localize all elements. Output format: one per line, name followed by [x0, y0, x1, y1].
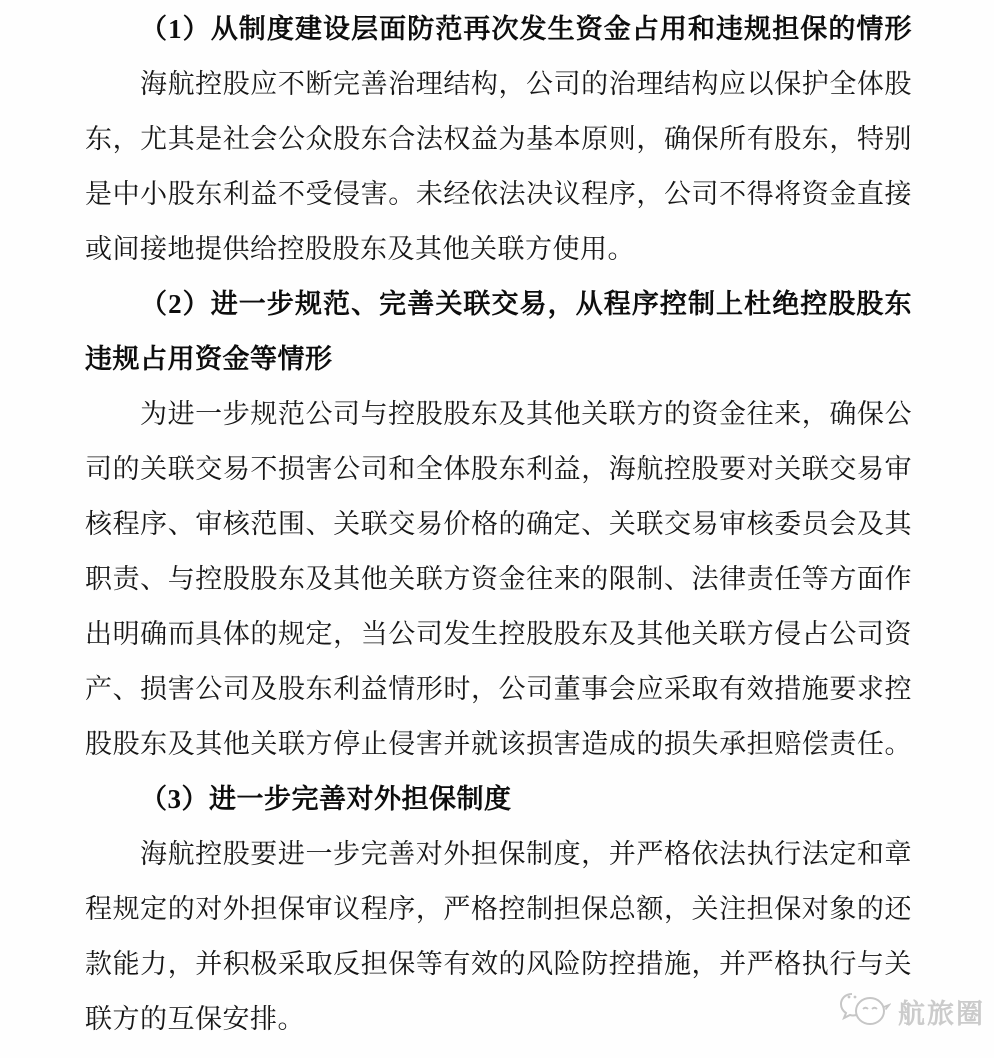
body-line: 或间接地提供给控股股东及其他关联方使用。 [85, 234, 635, 264]
body-line: 海航控股要进一步完善对外担保制度，并严格依法执行法定和章 [140, 839, 912, 869]
heading-line: （3）进一步完善对外担保制度 [140, 784, 512, 814]
document-body [85, 2, 912, 1047]
body-line: 出明确而具体的规定，当公司发生控股股东及其他关联方侵占公司资 [85, 619, 912, 649]
body-line: 产、损害公司及股东利益情形时，公司董事会应采取有效措施要求控 [85, 674, 912, 704]
watermark-text: 航旅圈 [898, 999, 985, 1029]
body-line: 为进一步规范公司与控股股东及其他关联方的资金往来，确保公 [140, 399, 912, 429]
body-line: 款能力，并积极采取反担保等有效的风险防控措施，并严格执行与关 [85, 949, 912, 979]
heading-line: 违规占用资金等情形 [85, 344, 333, 374]
body-line: 程规定的对外担保审议程序，严格控制担保总额，关注担保对象的还 [85, 894, 912, 924]
body-line: 是中小股东利益不受侵害。未经依法决议程序，公司不得将资金直接 [85, 179, 912, 209]
body-line: 核程序、审核范围、关联交易价格的确定、关联交易审核委员会及其 [85, 509, 912, 539]
body-line: 司的关联交易不损害公司和全体股东利益，海航控股要对关联交易审 [85, 454, 912, 484]
heading-line: （2）进一步规范、完善关联交易，从程序控制上杜绝控股股东 [140, 289, 912, 319]
heading-line: （1）从制度建设层面防范再次发生资金占用和违规担保的情形 [140, 14, 912, 44]
body-line: 海航控股应不断完善治理结构，公司的治理结构应以保护全体股 [140, 69, 912, 99]
body-line: 联方的互保安排。 [85, 1004, 305, 1034]
body-line: 股股东及其他关联方停止侵害并就该损害造成的损失承担赔偿责任。 [85, 729, 912, 759]
hanglvquan-bird-logo-icon [839, 989, 891, 1034]
body-line: 职责、与控股股东及其他关联方资金往来的限制、法律责任等方面作 [85, 564, 912, 594]
watermark [839, 989, 985, 1034]
body-line: 东，尤其是社会公众股东合法权益为基本原则，确保所有股东，特别 [85, 124, 912, 154]
